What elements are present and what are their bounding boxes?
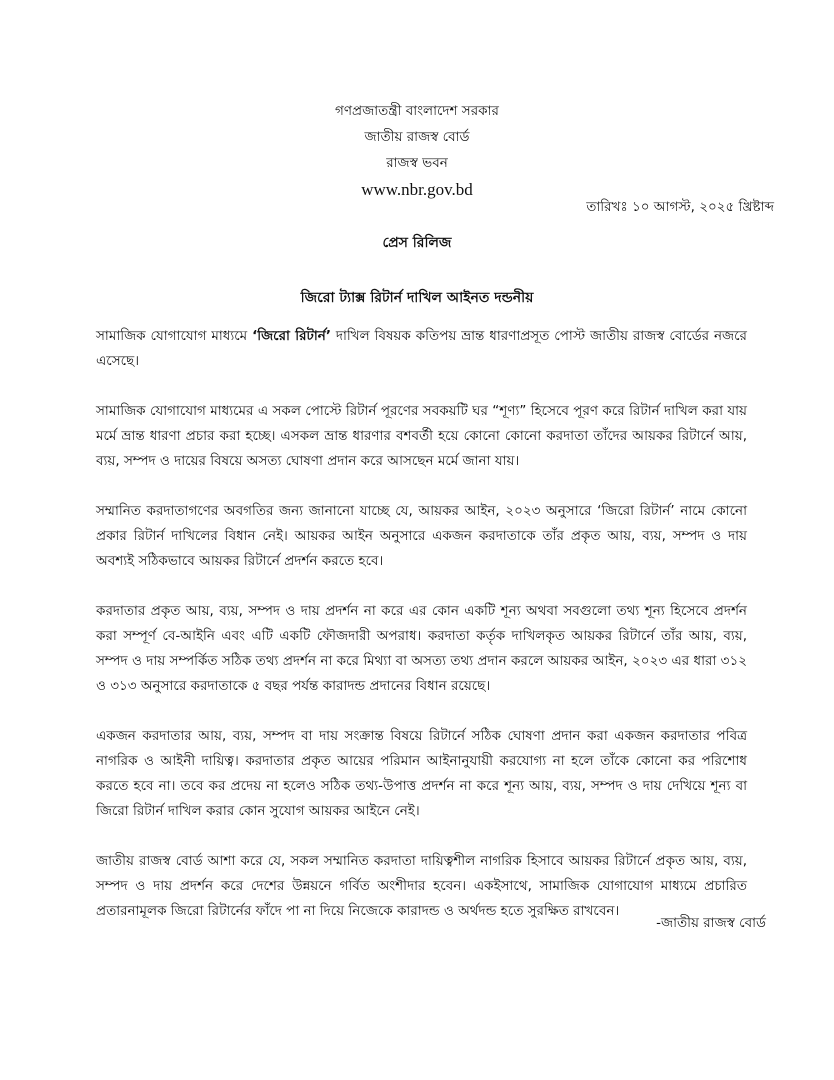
board-name: জাতীয় রাজস্ব বোর্ড [364,129,470,145]
headline: জিরো ট্যাক্স রিটার্ন দাখিল আইনত দন্ডনীয় [300,290,534,306]
signature: -জাতীয় রাজস্ব বোর্ড [656,915,766,931]
paragraph-1-tail: দাখিল বিষয়ক কতিপয় ভ্রান্ত ধারণাপ্রসূত পোস্ট জাতীয় রাজস্ব বোর্ডের নজরে এসেছে। [96,328,747,369]
release-date: তারিখঃ ১০ আগস্ট, ২০২৫ খ্রিষ্টাব্দ [586,199,774,215]
government-name: গণপ্রজাতন্ত্রী বাংলাদেশ সরকার [335,103,499,119]
paragraph-3: সম্মানিত করদাতাগণের অবগতির জন্য জানানো যাচ্ছে যে, আয়কর আইন, ২০২৩ অনুসারে ‘জিরো রিটার্ন’ নামে কোনো প্রকার রিটার্ন দাখিলের বিধান নেই। আয়কর আইন অনুসারে একজন করদাতাকে তাঁর প্রকৃত আয়, ব্যয়, সম্পদ ও দায় অবশ্যই সঠিকভাবে আয়কর রিটার্নে প্রদর্শন করতে হবে। [96,503,747,569]
release-body [96,324,747,949]
paragraph-1 [96,324,747,374]
website-url: www.nbr.gov.bd [361,180,473,199]
paragraph-6: জাতীয় রাজস্ব বোর্ড আশা করে যে, সকল সম্মানিত করদাতা দায়িত্বশীল নাগরিক হিসাবে আয়কর রিটার্নে প্রকৃত আয়, ব্যয়, সম্পদ ও দায় প্রদর্শন করে দেশের উন্নয়নে গর্বিত অংশীদার হবেন। একইসাথে, সামাজিক যোগাযোগ মাধ্যমে প্রচারিত প্রতারনামূলক জিরো রিটার্নের ফাঁদে পা না দিয়ে নিজেকে কারাদন্ড ও অর্থদন্ড হতে সুরক্ষিত রাখবেন। [96,853,747,919]
paragraph-5: একজন করদাতার আয়, ব্যয়, সম্পদ বা দায় সংক্রান্ত বিষয়ে রিটার্নে সঠিক ঘোষণা প্রদান করা একজন করদাতার পবিত্র নাগরিক ও আইনী দায়িত্ব। করদাতার প্রকৃত আয়ের পরিমান আইনানুযায়ী করযোগ্য না হলে তাঁকে কোনো কর পরিশোধ করতে হবে না। তবে কর প্রদেয় না হলেও সঠিক তথ্য-উপাত্ত প্রদর্শন না করে শূন্য আয়, ব্যয়, সম্পদ ও দায় দেখিয়ে শূন্য বা জিরো রিটার্ন দাখিল করার কোন সুযোগ আয়কর আইনে নেই। [96,728,747,819]
letterhead [0,98,834,204]
paragraph-1-lead: সামাজিক যোগাযোগ মাধ্যমে [96,328,253,344]
paragraph-2: সামাজিক যোগাযোগ মাধ্যমের এ সকল পোস্টে রিটার্ন পূরণের সবকয়টি ঘর “শূণ্য” হিসেবে পূরণ করে রিটার্ন দাখিল করা যায় মর্মে ভ্রান্ত ধারণা প্রচার করা হচ্ছে। এসকল ভ্রান্ত ধারণার বশবর্তী হয়ে কোনো কোনো করদাতা তাঁদের আয়কর রিটার্নে আয়, ব্যয়, সম্পদ ও দায়ের বিষয়ে অসত্য ঘোষণা প্রদান করে আসছেন মর্মে জানা যায়। [96,403,747,469]
zero-return-emphasis: ‘জিরো রিটার্ন’ [252,328,331,344]
press-release-label: প্রেস রিলিজ [382,235,452,251]
paragraph-4: করদাতার প্রকৃত আয়, ব্যয়, সম্পদ ও দায় প্রদর্শন না করে এর কোন একটি শূন্য অথবা সবগুলো তথ্য শূন্য হিসেবে প্রদর্শন করা সম্পূর্ণ বে-আইনি এবং এটি একটি ফৌজদারী অপরাধ। করদাতা কর্তৃক দাখিলকৃত আয়কর রিটার্নে তাঁর আয়, ব্যয়, সম্পদ ও দায় সম্পর্কিত সঠিক তথ্য প্রদর্শন না করে মিথ্যা বা অসত্য তথ্য প্রদান করলে আয়কর আইন, ২০২৩ এর ধারা ৩১২ ও ৩১৩ অনুসারে করদাতাকে ৫ বছর পর্যন্ত কারাদন্ড প্রদানের বিধান রয়েছে। [96,603,747,694]
building-name: রাজস্ব ভবন [386,155,448,171]
